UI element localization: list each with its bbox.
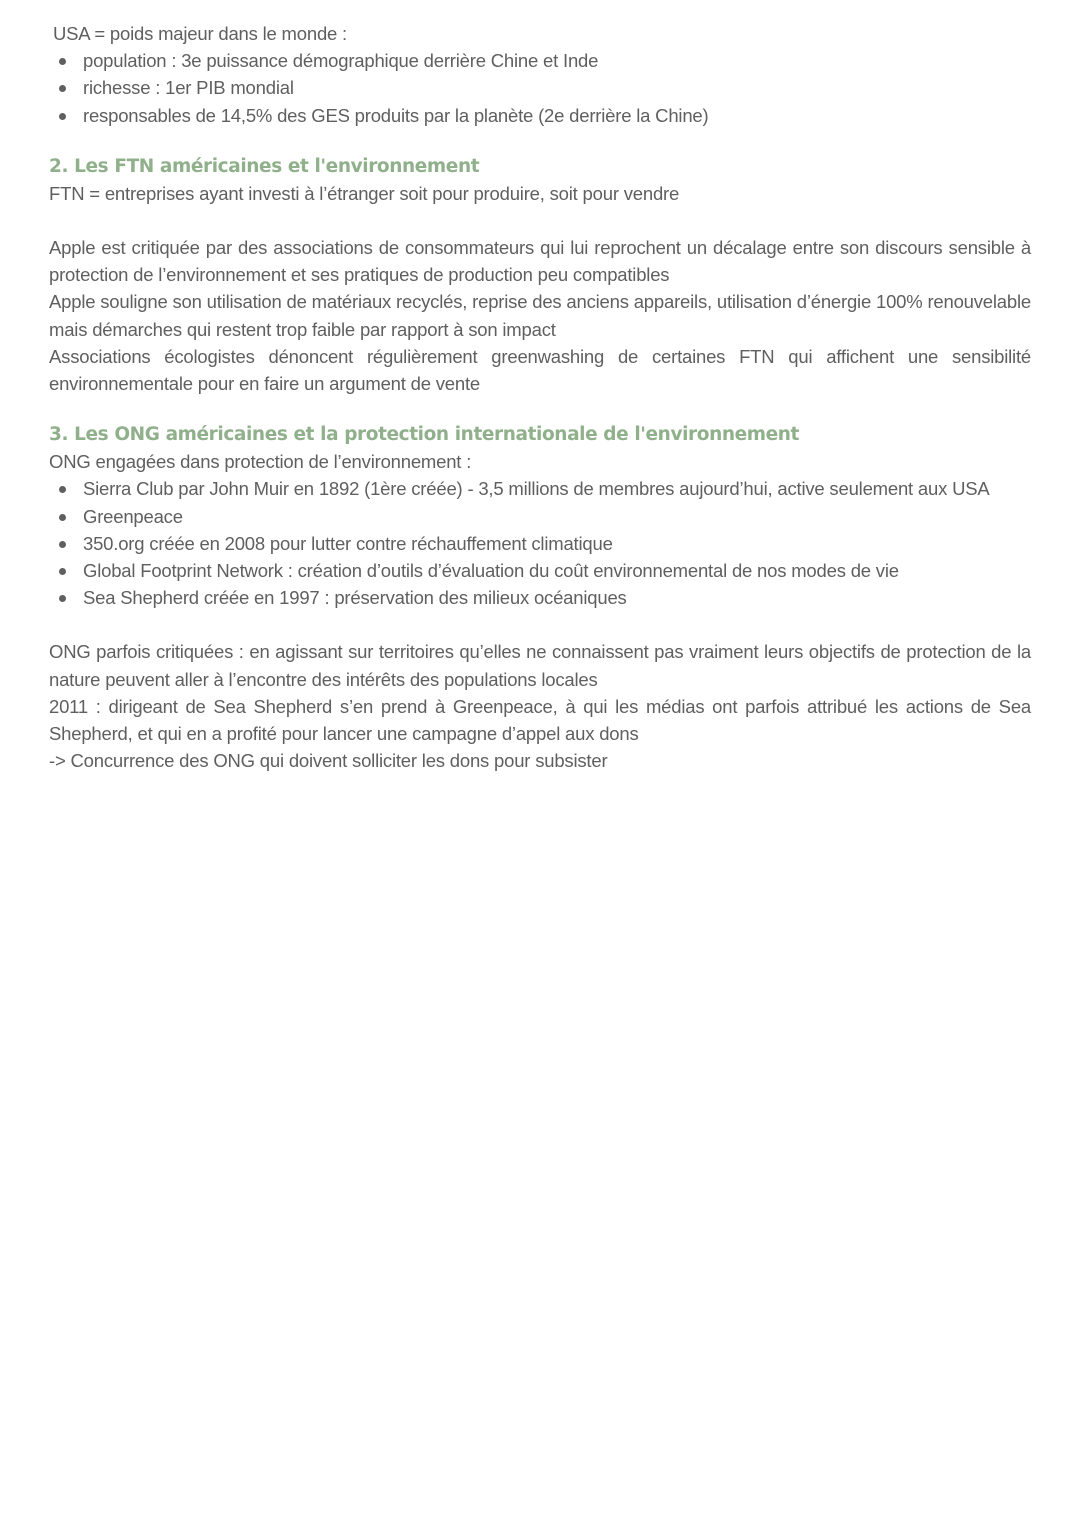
paragraph: Apple souligne son utilisation de matériaux recyclés, reprise des anciens appareils, utilisation d’énergie 100% renouvelable mais démarches qui restent trop faible par rapport à son impact [49,291,1031,340]
intro-bullet-list [49,47,1031,129]
list-item [49,557,1031,584]
list-item [49,503,1031,530]
section-2-heading: 2. Les FTN américaines et l'environnement [49,155,480,177]
paragraph: 2011 : dirigeant de Sea Shepherd s’en prend à Greenpeace, à qui les médias ont parfois attribué les actions de Sea Shepherd, et qui en a profité pour lancer une campagne d’appel aux dons [49,695,1031,745]
list-item-text: Global Footprint Network : création d’outils d’évaluation du coût environnemental de nos modes de vie [83,560,899,582]
list-item-text: Greenpeace [83,505,183,527]
list-item-text: population : 3e puissance démographique derrière Chine et Inde [83,50,599,72]
paragraph: Apple est critiquée par des associations de consommateurs qui lui reprochent un décalage entre son discours sensible à protection de l’environnement et ses pratiques de production peu compatibles [49,237,1031,286]
list-item [49,475,1031,502]
bullet-icon [59,595,66,602]
ong-lead: ONG engagées dans protection de l’environnement : [49,451,472,473]
bullet-icon [59,486,66,493]
list-item [49,584,1031,611]
intro-lead: USA = poids majeur dans le monde : [53,23,347,44]
list-item-text: richesse : 1er PIB mondial [83,77,294,99]
bullet-icon [59,113,66,120]
bullet-icon [59,58,66,65]
bullet-icon [59,514,66,521]
paragraph: Associations écologistes dénoncent régulièrement greenwashing de certaines FTN qui affichent une sensibilité environnementale pour en faire un argument de vente [49,345,1031,395]
ong-bullet-list [49,475,1031,611]
list-item-text: responsables de 14,5% des GES produits par la planète (2e derrière la Chine) [83,104,709,126]
list-item [49,530,1031,557]
list-item-text: Sea Shepherd créée en 1997 : préservation des milieux océaniques [83,587,627,609]
list-item [49,47,1031,74]
ftn-definition: FTN = entreprises ayant investi à l’étranger soit pour produire, soit pour vendre [49,182,680,204]
bullet-icon [59,568,66,575]
bullet-icon [59,85,66,92]
list-item [49,74,1031,101]
section-3-heading: 3. Les ONG américaines et la protection internationale de l'environnement [49,424,800,446]
bullet-icon [59,541,66,548]
paragraph: -> Concurrence des ONG qui doivent solliciter les dons pour subsister [49,750,608,772]
list-item [49,102,1031,129]
list-item-text: Sierra Club par John Muir en 1892 (1ère créée) - 3,5 millions de membres aujourd’hui, active seulement aux USA [83,478,990,500]
document-page [49,20,1031,774]
paragraph: ONG parfois critiquées : en agissant sur territoires qu’elles ne connaissent pas vraiment leurs objectifs de protection de la nature peuvent aller à l’encontre des intérêts des populations locales [49,641,1031,690]
list-item-text: 350.org créée en 2008 pour lutter contre réchauffement climatique [83,532,613,554]
